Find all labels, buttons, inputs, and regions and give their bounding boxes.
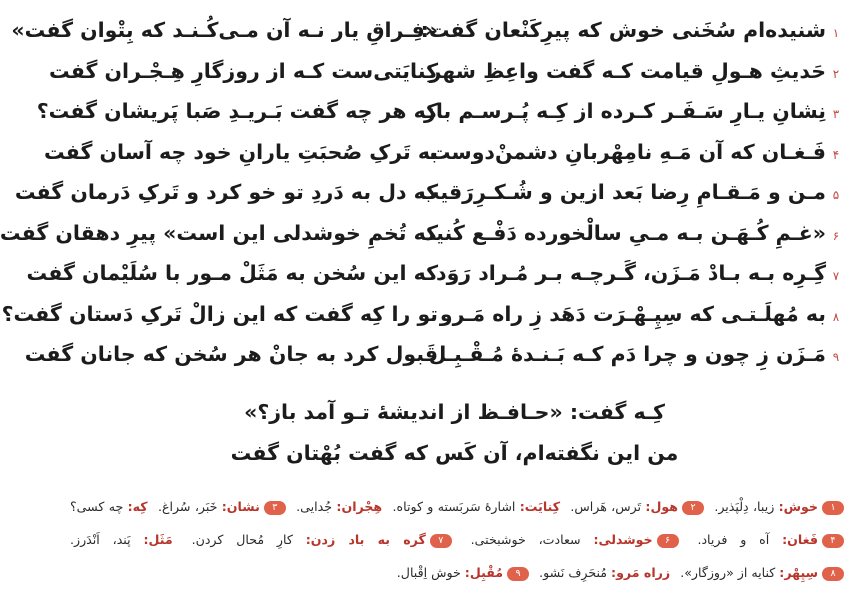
glossary-entry bbox=[465, 532, 679, 547]
verse-badge-icon: ۷ bbox=[430, 534, 452, 548]
glossary-definition: کنایه از «روزگار». bbox=[680, 565, 776, 580]
glossary-entry bbox=[674, 565, 844, 580]
verse-row bbox=[49, 51, 844, 92]
glossary-entry bbox=[290, 499, 382, 514]
second-hemistich: که این سُخن به مَثَلْ مـور با سُلَیْمان گفت bbox=[26, 261, 438, 285]
verse-badge-icon: ۹ bbox=[507, 567, 529, 581]
glossary-definition: کارِ مُحال کردن. bbox=[191, 532, 293, 547]
glossary-entry bbox=[564, 499, 704, 514]
second-hemistich: که هر چه گفت بَـریـدِ صَبا پَریشان گفت؟ bbox=[36, 99, 438, 123]
glossary-term: هول: bbox=[645, 499, 678, 514]
glossary bbox=[64, 490, 844, 589]
glossary-entry bbox=[186, 532, 452, 547]
final-verse-line: من این نگفته‌ام، آن کَس که گفت بُهْتان گفت bbox=[230, 440, 679, 465]
verse-badge-icon: ۲ bbox=[682, 501, 704, 515]
glossary-definition: پَند، اَنْدَرز. bbox=[70, 532, 131, 547]
first-hemistich: گِـرِه بـه بـادْ مَـزَن، گَـرچـه بـر مُـراد رَوَد bbox=[436, 261, 826, 285]
glossary-definition: چه کسی؟ bbox=[70, 499, 124, 514]
verse-row bbox=[1, 294, 844, 335]
glossary-definition: آه و فریاد. bbox=[697, 532, 770, 547]
glossary-term: نشان: bbox=[221, 499, 260, 514]
verse-row bbox=[0, 213, 844, 254]
glossary-definition: خَبَر، سُراغ. bbox=[157, 499, 218, 514]
glossary-term: کِه: bbox=[127, 499, 148, 514]
glossary-term: مَثَل: bbox=[143, 532, 173, 547]
glossary-definition: خوش اِقْبال. bbox=[396, 565, 461, 580]
first-hemistich: نِشانِ یـارِ سَـفَـر کـرده از کِـه پُـرسـم باز bbox=[424, 99, 826, 123]
first-hemistich: حَدیثِ هـولِ قیامت کـه گفت واعِظِ شهر bbox=[429, 58, 826, 83]
verse-number: ۱ bbox=[832, 26, 840, 40]
glossary-entry bbox=[391, 565, 529, 580]
verse-number: ۵ bbox=[832, 188, 840, 202]
verse-number: ۶ bbox=[832, 228, 840, 243]
glossary-entry bbox=[387, 499, 561, 514]
final-verse bbox=[47, 392, 862, 473]
verse-number: ۲ bbox=[832, 66, 840, 81]
verse-row bbox=[24, 334, 844, 375]
verse-row bbox=[43, 132, 844, 173]
first-hemistich: مَـزَن زِ چون و چرا دَم کـه بَـنـدهٔ مُـقْـبِـل bbox=[428, 342, 826, 366]
glossary-entry bbox=[691, 532, 844, 547]
second-hemistich: که دل به دَردِ تو خو کرد و تَرکِ دَرمان گفت bbox=[14, 180, 438, 204]
first-hemistich: مـن و مَـقـامِ رِضا بَعد ازین و شُـکـرِرَقیب bbox=[418, 180, 826, 204]
verse-badge-icon: ۸ bbox=[822, 567, 844, 581]
glossary-definition: مُنحَرِف نَشو. bbox=[539, 565, 608, 580]
glossary-entry bbox=[64, 499, 148, 514]
glossary-term: فَغان: bbox=[782, 532, 818, 547]
glossary-term: خوشدلی: bbox=[593, 532, 653, 547]
second-hemistich: کِنایَتی‌ست کـه از روزگارِ هِـجْـران گفت bbox=[49, 58, 438, 83]
second-hemistich: «فِـراقِ یار نـه آن مـی‌کُـنـد که بِتْوان گفت» bbox=[11, 18, 438, 42]
second-hemistich: قَبول کرد به جانْ هر سُخن که جانان گفت bbox=[24, 342, 438, 366]
verse-row bbox=[36, 91, 844, 132]
verse-badge-icon: ۶ bbox=[657, 534, 679, 548]
glossary-term: هِجْران: bbox=[336, 499, 383, 514]
verse-row bbox=[11, 10, 844, 51]
first-hemistich: فَـغـان که آن مَـهِ نامِهْربانِ دشمنْ‌دوست bbox=[429, 139, 826, 164]
glossary-entry bbox=[533, 565, 670, 580]
glossary-definition: تَرس، هَراس. bbox=[570, 499, 642, 514]
glossary-term: خوش: bbox=[778, 499, 819, 514]
second-hemistich: به تَرکِ صُحبَتِ یارانِ خود چه آسان گفت bbox=[43, 139, 438, 164]
first-hemistich: به مُهلَـتـی که سِپِـهْـرَت دَهَد زِ راه مَـرو bbox=[439, 301, 826, 326]
glossary-entry bbox=[64, 532, 173, 547]
glossary-entry bbox=[708, 499, 844, 514]
glossary-term: زراه مَرو: bbox=[611, 565, 671, 580]
glossary-definition: اشارهٔ سَربَسته و کوتاه. bbox=[392, 499, 516, 514]
glossary-term: گره به باد زدن: bbox=[305, 532, 426, 547]
glossary-term: سِپِهْر: bbox=[779, 565, 818, 580]
glossary-entry bbox=[152, 499, 286, 514]
glossary-term: کِنایَت: bbox=[519, 499, 561, 514]
glossary-definition: سعادت، خوشبختی. bbox=[470, 532, 581, 547]
verse-badge-icon: ۴ bbox=[822, 534, 844, 548]
final-verse-line: کِـه گفت: «حـافـظ از اندیشهٔ تـو آمد باز؟» bbox=[244, 400, 665, 424]
verse-number: ۹ bbox=[832, 350, 840, 364]
glossary-definition: زیبا، دِلْپَذیر. bbox=[714, 499, 775, 514]
second-hemistich: که تُخمِ خوشدلی این است» پیرِ دهقان گفت bbox=[0, 220, 438, 245]
verse-badge-icon: ۳ bbox=[264, 501, 286, 515]
glossary-definition: جُدایی. bbox=[296, 499, 333, 514]
second-hemistich: تو را کِه گفت که این زالْ تَرکِ دَستان گفت؟ bbox=[1, 301, 438, 326]
poem bbox=[0, 10, 844, 375]
glossary-term: مُقْبِل: bbox=[464, 565, 504, 580]
first-hemistich: شنیده‌ام سُخَنی خوش که پیرِکَنْعان گفت: bbox=[420, 18, 826, 42]
verse-number: ۴ bbox=[832, 147, 840, 162]
verse-row bbox=[26, 253, 844, 294]
first-hemistich: «غـمِ کُـهَـن بـه مـیِ سالْخورده دَفْـع کُنید bbox=[424, 220, 826, 245]
verse-badge-icon: ۱ bbox=[822, 501, 844, 515]
verse-number: ۳ bbox=[832, 107, 840, 121]
verse-row bbox=[14, 172, 844, 213]
verse-number: ۷ bbox=[832, 269, 840, 283]
verse-number: ۸ bbox=[832, 309, 840, 324]
